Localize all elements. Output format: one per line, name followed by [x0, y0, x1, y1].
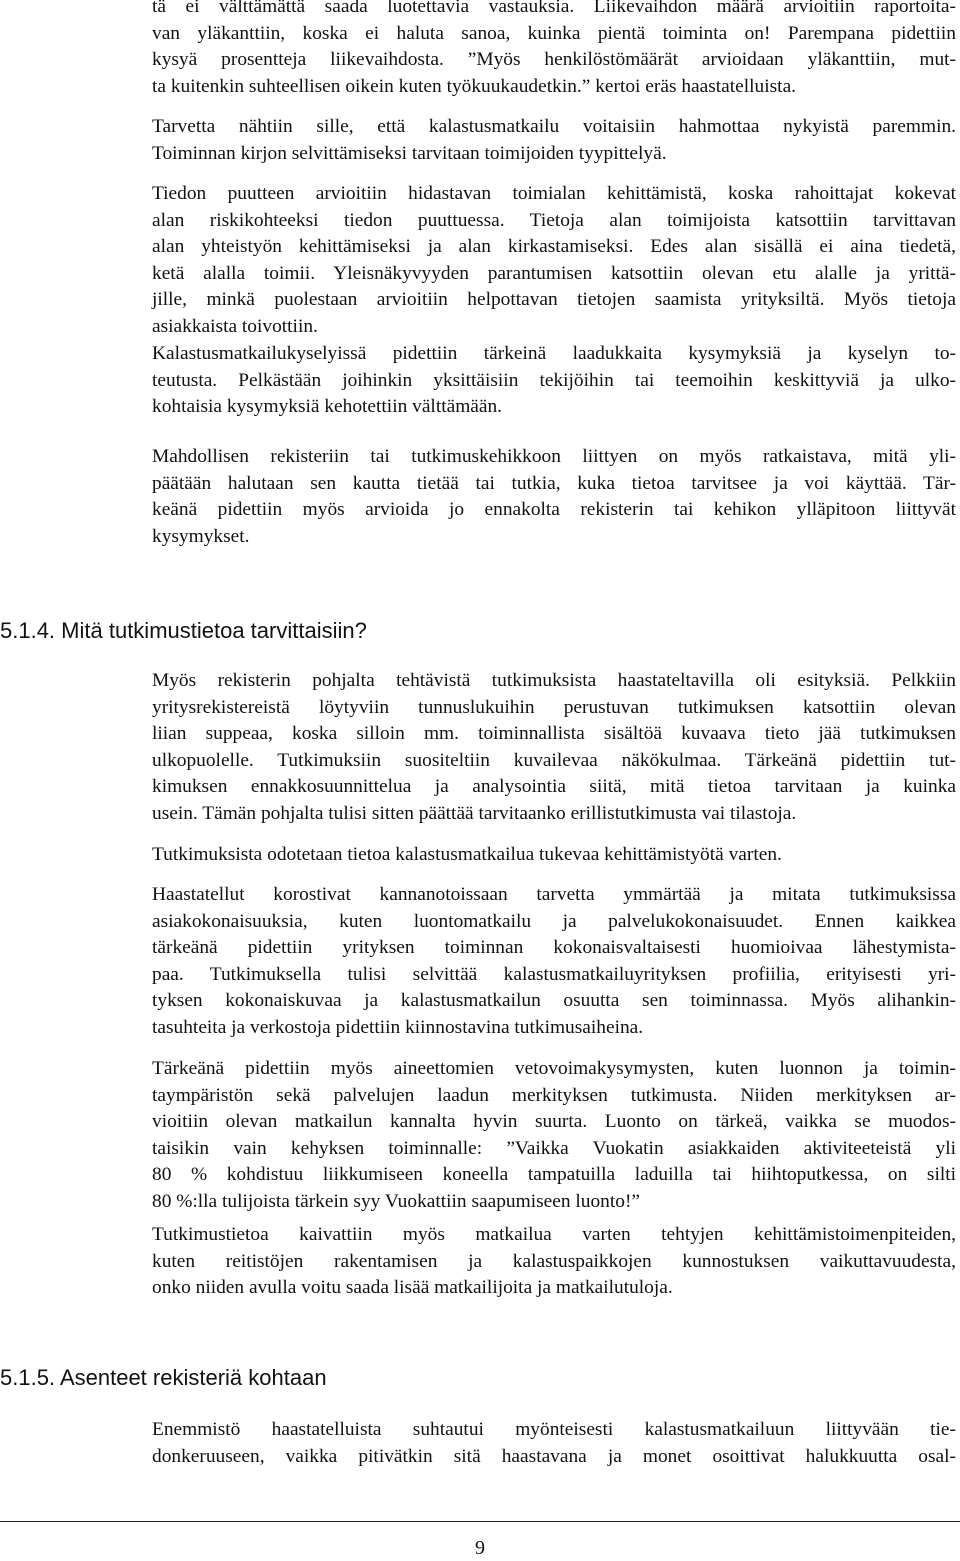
paragraph-register-based-research [152, 668, 956, 827]
text-line: 80 %:lla tulijoista tärkein syy Vuokattiin saapumiseen luonto!” [152, 1190, 641, 1212]
paragraph-attitudes [152, 1417, 956, 1470]
paragraph-revenue-estimates [152, 0, 956, 100]
text-line: keänä pidettiin myös arvioida jo ennakolta rekisterin tai kehikon ylläpitoon liittyvät [152, 499, 956, 520]
paragraph-survey-quality [152, 341, 956, 421]
section-heading-5-1-5 [0, 1364, 327, 1392]
text-line: onko niiden avulla voitu saada lisää matkailijoita ja matkailutuloja. [152, 1277, 673, 1298]
text-line: 80 % kohdistuu liikkumiseen koneella tampatuilla laduilla tai hiihtoputkessa, on silti [152, 1164, 956, 1185]
text-line: asiakokonaisuuksia, kuten luontomatkailu ja palvelukokonaisuudet. Ennen kaikkea [152, 910, 956, 932]
text-line: ulkopuolelle. Tutkimuksiin suositeltiin kuvailevaa näkökulmaa. Tärkeänä pidettiin tut- [152, 749, 956, 771]
text-line: Tiedon puutteen arvioitiin hidastavan toimialan kehittämistä, koska rahoittajat kokevat [152, 183, 956, 204]
text-line: kysyä prosentteja liikevaihdosta. ”Myös henkilöstömäärät arvioidaan yläkanttiin, mut- [152, 49, 956, 70]
text-line: Tarvetta nähtiin sille, että kalastusmatkailu voitaisiin hahmottaa nykyistä paremmin. [152, 116, 956, 137]
text-line: Toiminnan kirjon selvittämiseksi tarvitaan toimijoiden tyypittelyä. [152, 142, 667, 164]
text-line: Kalastusmatkailukyselyissä pidettiin tärkeinä laadukkaita kysymyksiä ja kyselyn to- [152, 343, 956, 364]
text-line: alan yhteistyön kehittämiseksi ja alan kirkastamiseksi. Edes alan sisällä ei aina tiedetä, [152, 236, 956, 257]
text-line: teutusta. Pelkästään joihinkin yksittäisiin tekijöihin tai teemoihin keskittyviä ja ulko- [152, 369, 956, 391]
text-line: asiakkaista toivottiin. [152, 315, 318, 337]
section-title: Mitä tutkimustietoa tarvittaisiin? [61, 618, 367, 643]
paragraph-register-purpose [152, 444, 956, 550]
footer-divider [0, 1521, 960, 1522]
text-line: ta kuitenkin suhteellisen oikein kuten työkuukaudetkin.” kertoi eräs haastatelluista. [152, 75, 797, 97]
text-line: kohtaisia kysymyksiä kehotettiin välttämään. [152, 396, 503, 417]
text-line: ketä alalla toimii. Yleisnäkyvyyden parantumisen katsottiin olevan etu alalle ja yrittä- [152, 262, 956, 284]
text-line: tyksen kokonaiskuvaa ja kalastusmatkailun osuutta sen toiminnassa. Myös alihankin- [152, 990, 956, 1011]
text-line: Mahdollisen rekisteriin tai tutkimuskehikkoon liittyen on myös ratkaistava, mitä yli- [152, 446, 956, 467]
text-line: taisikin vain kehyksen toiminnalle: ”Vaikka Vuokatin asiakkaiden aktiviteeteistä yli [152, 1137, 956, 1159]
text-line: liian suppeaa, koska silloin mm. toiminnallista sisältöä kuvaava tieto jää tutkimuksen [152, 723, 956, 744]
text-line: Tärkeänä pidettiin myös aineettomien vetovoimakysymysten, kuten luonnon ja toimin- [152, 1058, 956, 1079]
section-number: 5.1.5. [0, 1365, 56, 1390]
paragraph-impact-research [152, 1222, 956, 1302]
text-line: vioitiin olevan matkailun kannalta hyvin suurta. Luonto on tärkeä, vaikka se muodos- [152, 1111, 956, 1132]
text-line: taympäristön sekä palvelujen laadun merkityksen tutkimusta. Niiden merkityksen ar- [152, 1084, 956, 1106]
text-line: päätään halutaan sen kautta tietää tai tutkia, kuka tietoa tarvitsee ja voi käyttää. Tär- [152, 472, 956, 494]
text-line: tä ei välttämättä saada luotettavia vastauksia. Liikevaihdon määrä arvioitiin raportoita- [152, 0, 956, 17]
paragraph-need-for-outline [152, 114, 956, 167]
paragraph-holistic-research [152, 882, 956, 1041]
section-title: Asenteet rekisteriä kohtaan [59, 1365, 327, 1390]
text-line: usein. Tämän pohjalta tulisi sitten päättää tarvitaanko erillistutkimusta vai tilastoja. [152, 802, 797, 824]
text-line: paa. Tutkimuksella tulisi selvittää kalastusmatkailuyrityksen profiilia, erityisesti yri- [152, 963, 956, 985]
text-line: van yläkanttiin, koska ei haluta sanoa, kuinka pientä toiminta on! Parempana pidettiin [152, 22, 956, 44]
text-line: Myös rekisterin pohjalta tehtävistä tutkimuksista haastateltavilla oli esityksiä. Pelkkiin [152, 670, 956, 691]
text-line: Haastatellut korostivat kannanotoissaan tarvetta ymmärtää ja mitata tutkimuksissa [152, 884, 956, 905]
section-number: 5.1.4. [0, 618, 56, 643]
text-line: alan riskikohteeksi tiedon puuttuessa. Tietoja alan toimijoista katsottiin tarvittavan [152, 209, 956, 231]
paragraph-development-support [152, 842, 956, 869]
text-line: Enemmistö haastatelluista suhtautui myönteisesti kalastusmatkailuun liittyvään tie- [152, 1419, 956, 1440]
text-line: Tutkimuksista odotetaan tietoa kalastusmatkailua tukevaa kehittämistyötä varten. [152, 844, 782, 865]
page-number: 9 [475, 1537, 485, 1559]
text-line: yritysrekistereistä löytyviin tunnuslukuihin perustuvan tutkimuksen katsottiin olevan [152, 696, 956, 718]
text-line: kysymykset. [152, 525, 250, 547]
section-heading-5-1-4 [0, 617, 367, 645]
text-line: donkeruuseen, vaikka pitivätkin sitä haastavana ja monet osoittivat halukkuutta osal- [152, 1445, 956, 1467]
paragraph-lack-of-information [152, 181, 956, 340]
text-line: kuten reitistöjen rakentamisen ja kalastuspaikkojen kunnostuksen vaikuttavuudesta, [152, 1250, 956, 1272]
text-line: tasuhteita ja verkostoja pidettiin kiinnostavina tutkimusaiheina. [152, 1016, 644, 1038]
text-line: tärkeänä pidettiin yrityksen toiminnan kokonaisvaltaisesti huomioivaa lähestymista- [152, 937, 956, 958]
text-line: kimuksen ennakkosuunnittelua ja analysointia siitä, mitä tietoa tarvitaan ja kuinka [152, 776, 956, 797]
text-line: Tutkimustietoa kaivattiin myös matkailua varten tehtyjen kehittämistoimenpiteiden, [152, 1224, 956, 1245]
paragraph-intangible-attraction [152, 1056, 956, 1215]
text-line: jille, minkä puolestaan arvioitiin helpottavan tietojen saamista yrityksiltä. Myös tietoja [152, 289, 956, 310]
